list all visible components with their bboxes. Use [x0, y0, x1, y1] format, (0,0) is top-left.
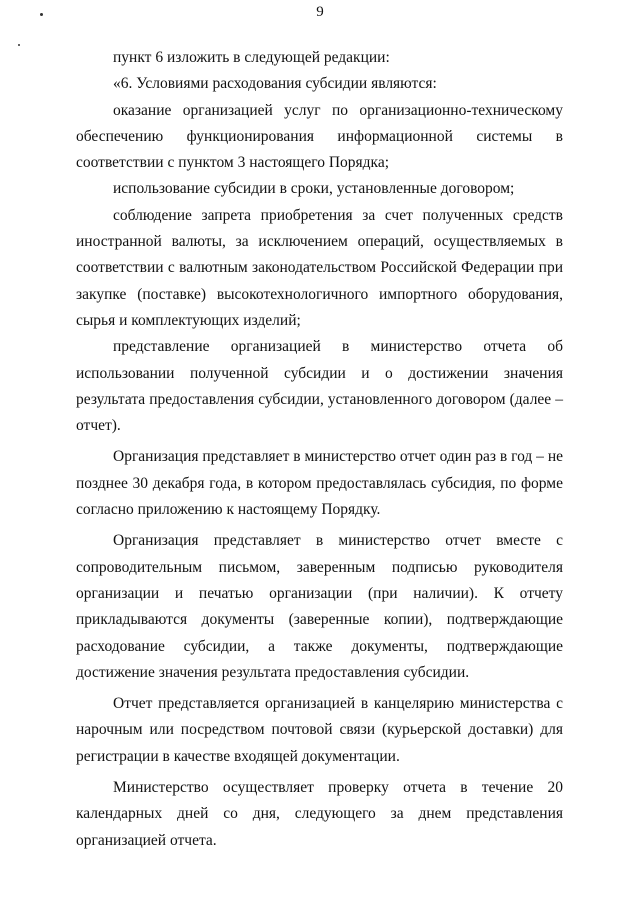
paragraph: пункт 6 изложить в следующей редакции:: [113, 49, 390, 66]
page-number: 9: [316, 4, 324, 20]
paragraph: соблюдение запрета приобретения за счет полученных средств иностранной валюты, за исключением операций, осуществляемых в соответствии с валютным законодательством Российской Федерации при закупке (поставке) высокотехнологичного импортного оборудования, сырья и комплектующих изделий;: [76, 206, 563, 329]
paragraph: Министерство осуществляет проверку отчета в течение 20 календарных дней со дня, следующего за днем представления организацией отчета.: [76, 779, 563, 849]
paragraph: «6. Условиями расходования субсидии являются:: [113, 75, 437, 93]
scan-speck: [18, 44, 20, 46]
paragraph: Организация представляет в министерство отчет один раз в год – не позднее 30 декабря года, в котором предоставлялась субсидия, по форме согласно приложению к настоящему Порядку.: [76, 448, 563, 519]
paragraph: представление организацией в министерство отчета об использовании полученной субсидии и о достижении значения результата предоставления субсидии, установленного договором (далее – отчет).: [76, 338, 563, 435]
document-body: [76, 45, 563, 854]
paragraph: Отчет представляется организацией в канцелярию министерства с нарочным или посредством почтовой связи (курьерской доставки) для регистрации в качестве входящей документации.: [76, 695, 563, 765]
paragraph: оказание организацией услуг по организационно-техническому обеспечению функционирования информационной системы в соответствии с пунктом 3 настоящего Порядка;: [76, 101, 563, 172]
paragraph: использование субсидии в сроки, установленные договором;: [113, 180, 515, 198]
paragraph: Организация представляет в министерство отчет вместе с сопроводительным письмом, заверенным подписью руководителя организации и печатью организации (при наличии). К отчету прикладываются документы (заверенные копии), подтверждающие расходование субсидии, а также документы, подтверждающие достижение значения результата предоставления субсидии.: [76, 532, 563, 681]
